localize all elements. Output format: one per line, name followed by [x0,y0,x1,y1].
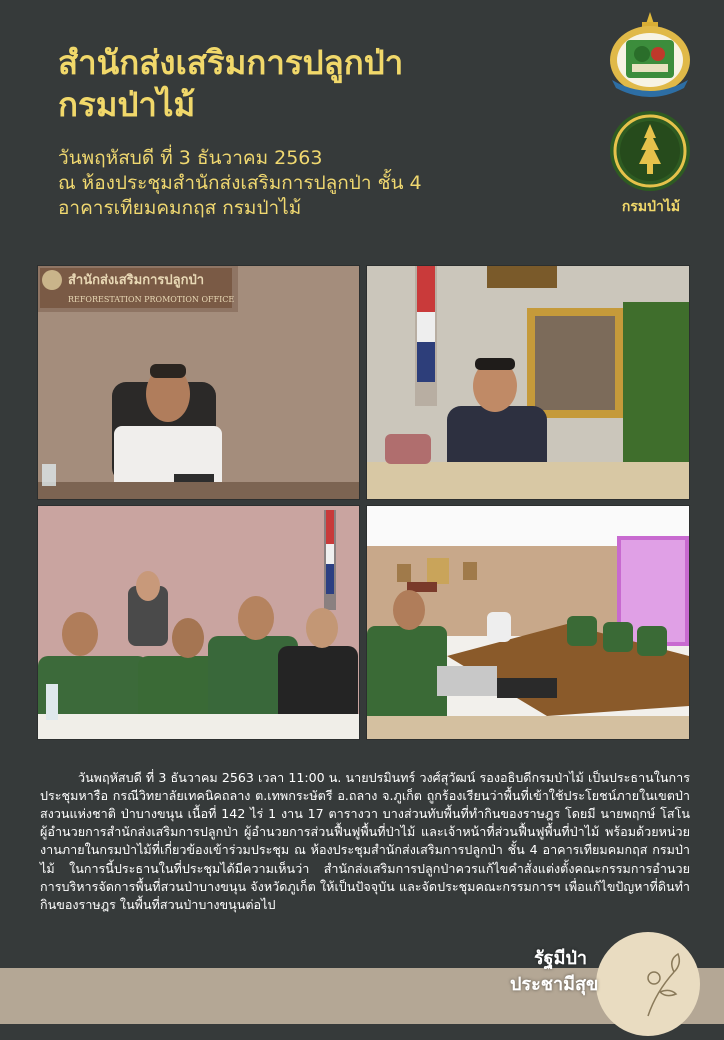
sign-text-english: REFORESTATION PROMOTION OFFICE [68,295,235,304]
department-emblem-logo [604,10,696,102]
slogan [510,946,670,998]
event-location-2: อาคารเทียมคมกฤส กรมป่าไม้ [58,197,302,219]
meeting-photo-room [366,505,690,740]
slogan-line-2: ประชามีสุข [510,974,599,995]
title-line-2: กรมป่าไม้ [58,85,196,124]
meeting-photo-chairman [37,265,360,500]
event-location-1: ณ ห้องประชุมสำนักส่งเสริมการปลูกป่า ชั้น 4 [58,172,422,194]
meeting-photo-officers [37,505,360,740]
event-info [58,146,578,221]
forest-department-label: กรมป่าไม้ [621,199,681,215]
sign-text-thai: สำนักส่งเสริมการปลูกป่า [68,273,204,288]
news-paragraph: วันพฤหัสบดี ที่ 3 ธันวาคม 2563 เวลา 11:00 น. นายปรมินทร์ วงศ์สุวัฒน์ รองอธิบดีกรมป่าไม้ เป็นประธานในการประชุมหารือ กรณีวิทยาลัยเทคนิคถลาง ต.เทพกระษัตรี อ.ถลาง จ.ภูเก็ต ถูกร้องเรียนว่าพื้นที่เข้าใช้ประโยชน์ภายในเขตป่าสงวนแห่งชาติ ป่าบางขนุน เนื้อที่ 142 ไร่ 1 งาน 17 ตารางวา บางส่วนทับพื้นที่ทำกินของราษฎร โดยมี นายพฤกษ์ โสโน ผู้อำนวยการสำนักส่งเสริมการปลูกป่า ผู้อำนวยการส่วนฟื้นฟูพื้นที่ป่าไม้ และเจ้าหน้าที่ส่วนฟื้นฟูพื้นที่ป่าไม้ พร้อมด้วยหน่วยงานภายในกรมป่าไม้ที่เกี่ยวข้องเข้าร่วมประชุม ณ ห้องประชุมสำนักส่งเสริมการปลูกป่า ชั้น 4 อาคารเทียมคมกฤส กรมป่าไม้ ในการนี้ประธานในที่ประชุมได้มีความเห็นว่า สำนักส่งเสริมการปลูกป่าควรแก้ไขคำสั่งแต่งตั้งคณะกรรมการอำนวยการบริหารจัดการพื้นที่สวนป่าบางขนุน จังหวัดภูเก็ต ให้เป็นปัจจุบัน และจัดประชุมคณะกรรมการฯ เพื่อแก้ไขปัญหาที่ดินทำกินของราษฎร ในพื้นที่สวนป่าบางขนุนต่อไป [40,769,690,913]
forest-department-seal-logo [609,110,691,192]
slogan-line-1: รัฐมีป่า [534,948,587,969]
page-title [58,42,403,126]
meeting-photo-participant [366,265,690,500]
title-line-1: สำนักส่งเสริมการปลูกป่า [58,43,404,82]
event-date: วันพฤหัสบดี ที่ 3 ธันวาคม 2563 [58,147,323,169]
